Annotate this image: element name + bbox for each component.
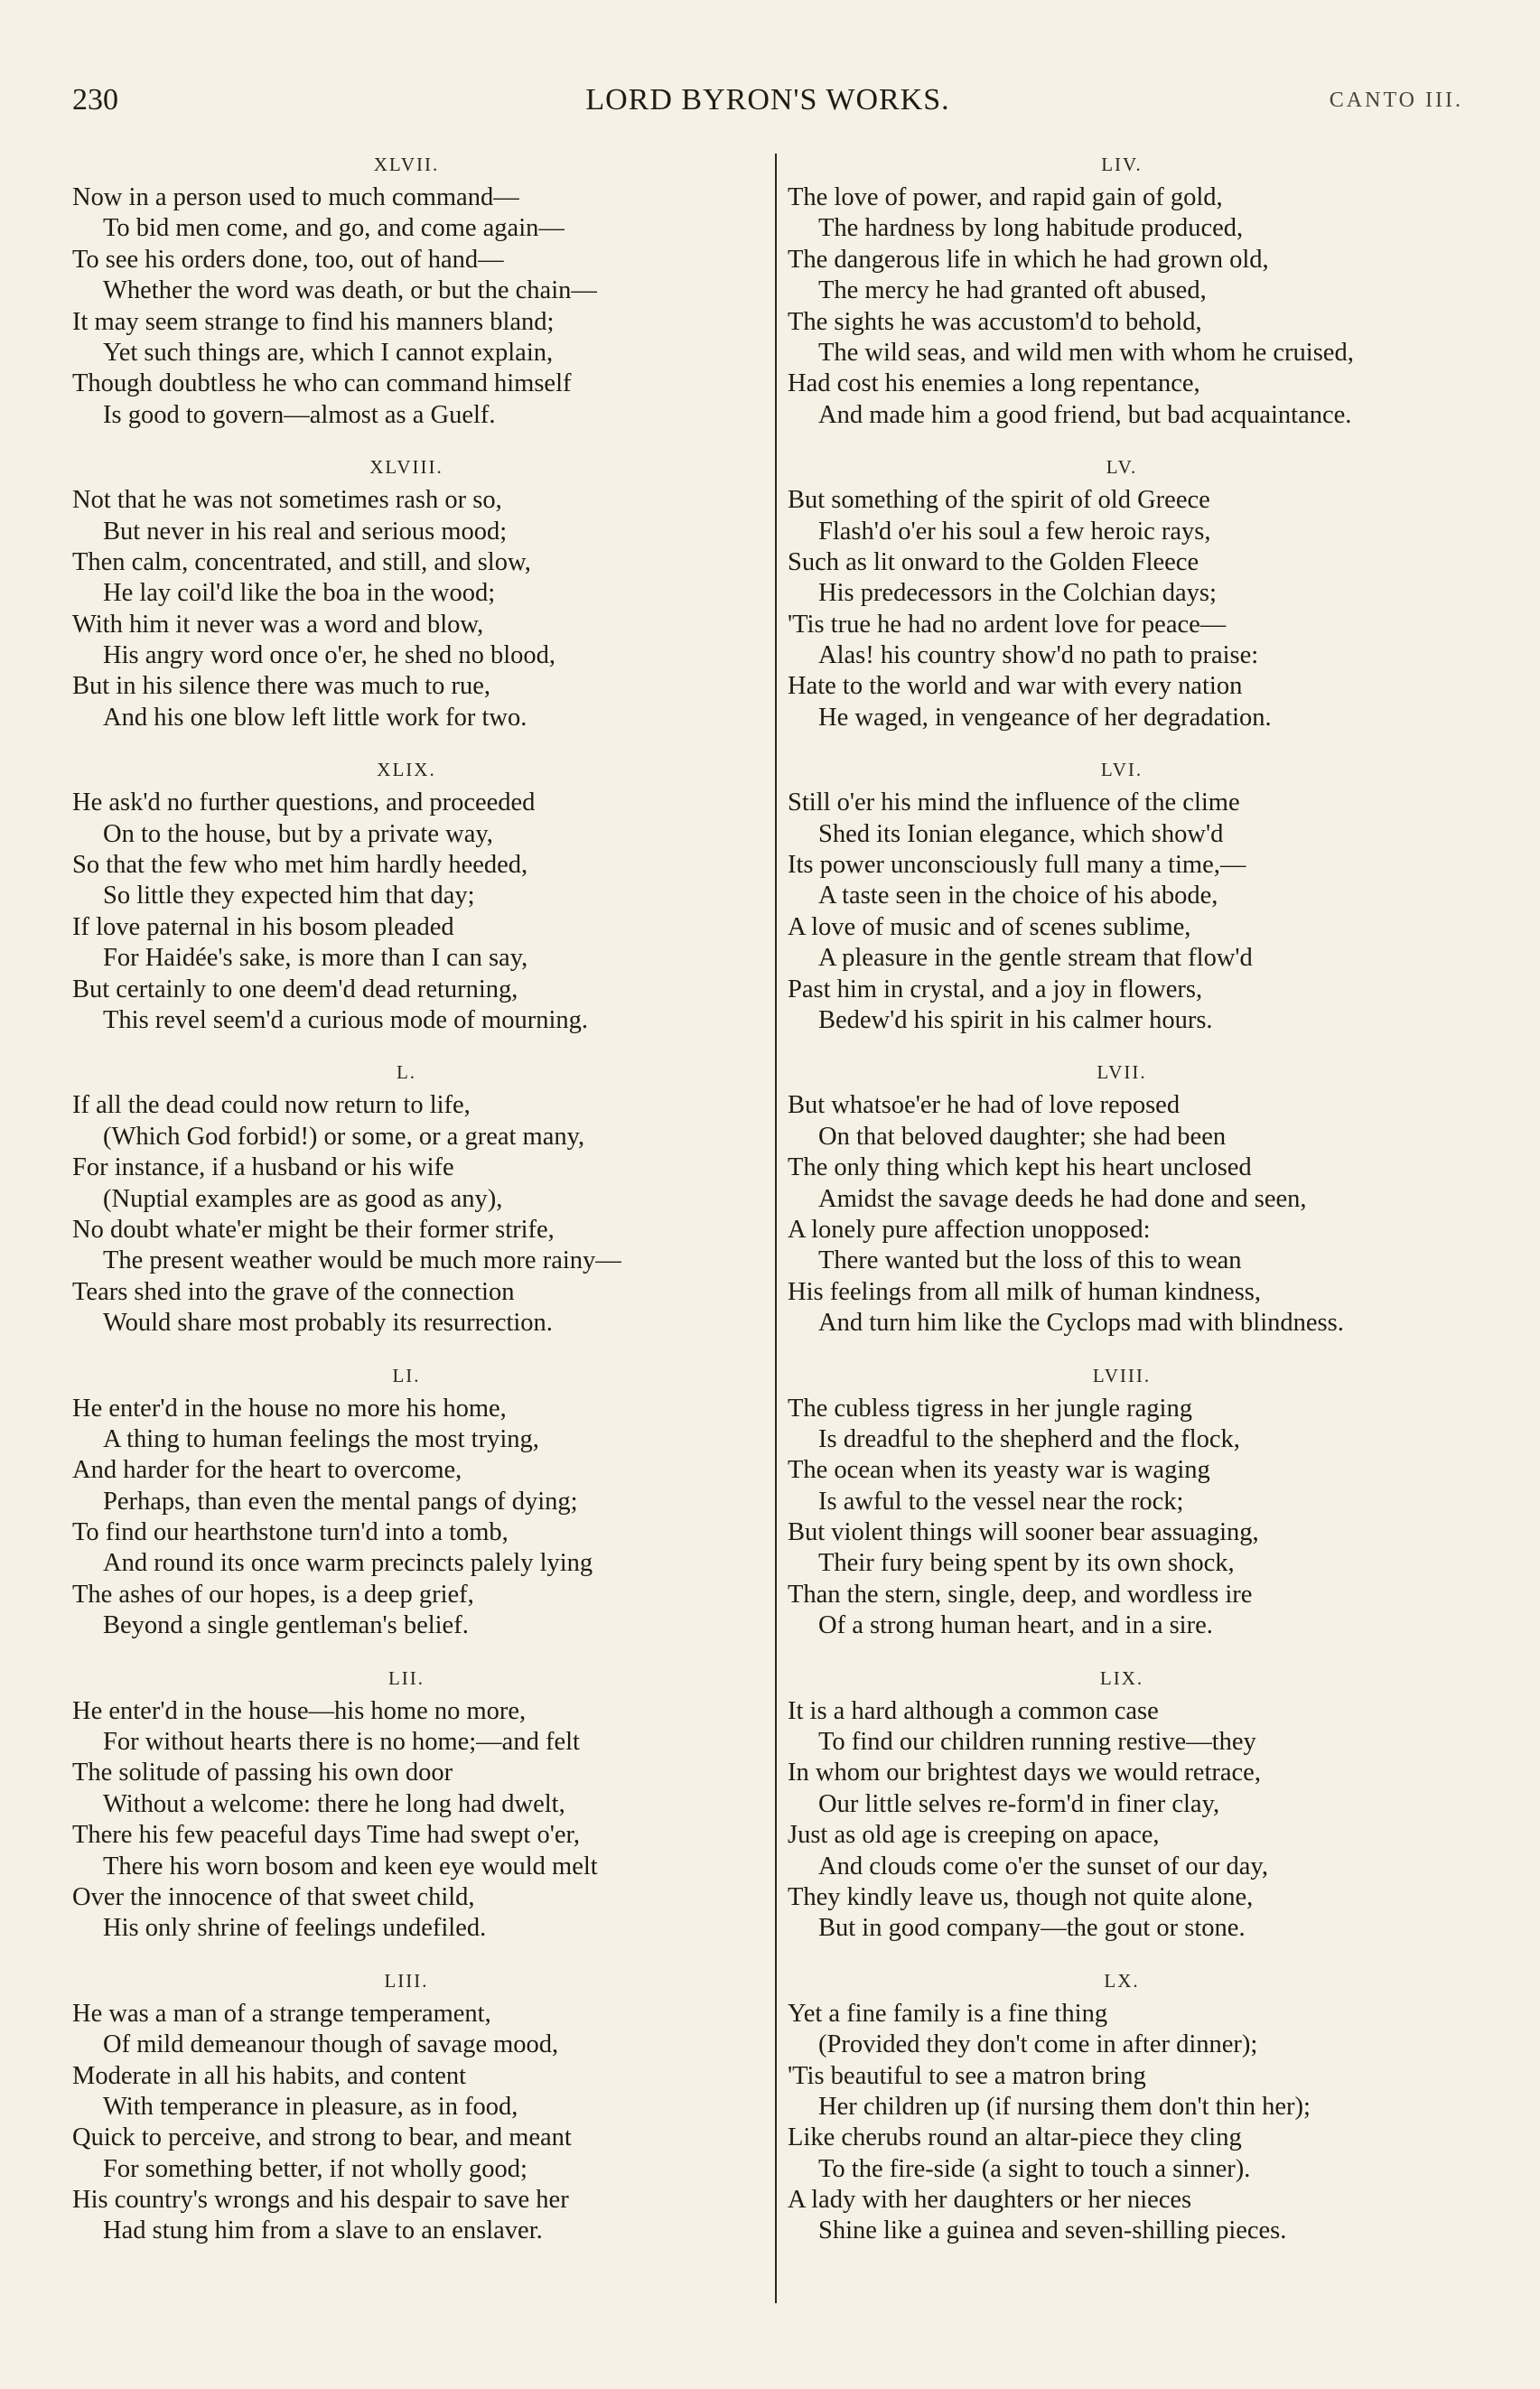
verse-line: But never in his real and serious mood; bbox=[103, 517, 508, 546]
verse-line: Now in a person used to much command— bbox=[72, 183, 519, 211]
stanza-numeral: LIII. bbox=[384, 1969, 429, 1992]
verse-line: (Nuptial examples are as good as any), bbox=[103, 1184, 503, 1213]
verse-line: Is dreadful to the shepherd and the flock, bbox=[818, 1424, 1240, 1453]
verse-line: Yet a fine family is a fine thing bbox=[788, 1999, 1108, 2028]
verse-line: Like cherubs round an altar-piece they cling bbox=[788, 2123, 1242, 2152]
stanza-numeral: LX. bbox=[1104, 1969, 1140, 1992]
verse-line: The mercy he had granted oft abused, bbox=[818, 276, 1207, 305]
verse-line: (Which God forbid!) or some, or a great many, bbox=[103, 1122, 585, 1151]
verse-line: Of a strong human heart, and in a sire. bbox=[818, 1611, 1213, 1640]
verse-line: On that beloved daughter; she had been bbox=[818, 1122, 1227, 1151]
verse-line: 'Tis true he had no ardent love for peace— bbox=[788, 610, 1227, 639]
verse-line: Just as old age is creeping on apace, bbox=[788, 1821, 1160, 1850]
stanza-numeral: LIX. bbox=[1099, 1666, 1144, 1689]
verse-line: And round its once warm precincts palely lying bbox=[103, 1549, 593, 1578]
verse-line: A thing to human feelings the most trying, bbox=[103, 1424, 539, 1453]
stanza-numeral: XLVII. bbox=[373, 154, 440, 175]
verse-line: Is good to govern—almost as a Guelf. bbox=[103, 400, 496, 429]
verse-line: He was a man of a strange temperament, bbox=[72, 1999, 491, 2028]
verse-line: To the fire-side (a sight to touch a sinner). bbox=[818, 2154, 1251, 2183]
stanza bbox=[72, 146, 741, 431]
verse-line: His country's wrongs and his despair to save her bbox=[72, 2186, 569, 2215]
stanza bbox=[788, 1660, 1456, 1945]
verse-line: This revel seem'd a curious mode of mourning. bbox=[103, 1005, 589, 1034]
stanza-numeral: LIV. bbox=[1101, 154, 1143, 175]
verse-line: The present weather would be much more rainy— bbox=[103, 1246, 621, 1275]
verse-line: And turn him like the Cyclops mad with blindness. bbox=[818, 1309, 1344, 1338]
stanza bbox=[72, 1358, 741, 1642]
verse-line: On to the house, but by a private way, bbox=[103, 819, 493, 848]
verse-line: He ask'd no further questions, and proceeded bbox=[72, 789, 536, 817]
verse-line: But certainly to one deem'd dead returning, bbox=[72, 975, 518, 1003]
verse-line: Though doubtless he who can command himself bbox=[72, 369, 572, 398]
verse-line: The only thing which kept his heart unclosed bbox=[788, 1153, 1252, 1182]
stanza-numeral: LI. bbox=[392, 1364, 421, 1386]
stanza-numeral: L. bbox=[396, 1061, 417, 1084]
verse-line: But violent things will sooner bear assuaging, bbox=[788, 1518, 1259, 1547]
verse-line: Of mild demeanour though of savage mood, bbox=[103, 2030, 559, 2059]
verse-line: Flash'd o'er his soul a few heroic rays, bbox=[818, 517, 1211, 546]
verse-line: It is a hard although a common case bbox=[788, 1696, 1159, 1725]
column-divider bbox=[775, 154, 777, 2303]
verse-line: Then calm, concentrated, and still, and slow, bbox=[72, 547, 531, 576]
verse-line: With him it never was a word and blow, bbox=[72, 610, 484, 639]
verse-line: Without a welcome: there he long had dwelt, bbox=[103, 1789, 565, 1818]
running-title: LORD BYRON'S WORKS. bbox=[585, 83, 950, 117]
page-number: 230 bbox=[72, 83, 118, 117]
verse-line: Alas! his country show'd no path to praise: bbox=[818, 641, 1259, 670]
verse-line: Than the stern, single, deep, and wordless ire bbox=[788, 1580, 1253, 1609]
verse-line: 'Tis beautiful to see a matron bring bbox=[788, 2061, 1146, 2090]
verse-line: His only shrine of feelings undefiled. bbox=[103, 1914, 487, 1943]
verse-line: And made him a good friend, but bad acquaintance. bbox=[818, 400, 1352, 429]
verse-line: In whom our brightest days we would retrace, bbox=[788, 1759, 1261, 1787]
stanza bbox=[72, 1963, 741, 2247]
verse-line: Amidst the savage deeds he had done and seen, bbox=[818, 1184, 1307, 1213]
verse-line: Past him in crystal, and a joy in flowers, bbox=[788, 975, 1203, 1003]
verse-line: It may seem strange to find his manners bland; bbox=[72, 307, 555, 336]
verse-line: The cubless tigress in her jungle raging bbox=[788, 1394, 1192, 1423]
verse-line: He enter'd in the house—his home no more, bbox=[72, 1696, 527, 1725]
verse-line: No doubt whate'er might be their former strife, bbox=[72, 1215, 555, 1244]
verse-line: There his worn bosom and keen eye would melt bbox=[103, 1852, 598, 1880]
stanza-numeral: LVI. bbox=[1100, 759, 1143, 781]
stanza bbox=[72, 751, 741, 1036]
stanza bbox=[72, 449, 741, 733]
verse-line: The sights he was accustom'd to behold, bbox=[788, 307, 1202, 336]
stanza-numeral: LII. bbox=[387, 1666, 425, 1689]
verse-line: For Haidée's sake, is more than I can say, bbox=[103, 944, 528, 973]
canto-label: CANTO III. bbox=[1329, 89, 1463, 112]
verse-line: The hardness by long habitude produced, bbox=[818, 214, 1244, 243]
verse-line: Beyond a single gentleman's belief. bbox=[103, 1611, 469, 1640]
verse-line: If all the dead could now return to life, bbox=[72, 1091, 471, 1120]
verse-line: So that the few who met him hardly heeded, bbox=[72, 851, 528, 880]
verse-line: But in his silence there was much to rue, bbox=[72, 672, 491, 701]
verse-line: He waged, in vengeance of her degradation. bbox=[818, 703, 1272, 732]
verse-line: His predecessors in the Colchian days; bbox=[818, 579, 1217, 608]
verse-line: But in good company—the gout or stone. bbox=[818, 1914, 1246, 1943]
verse-line: Moderate in all his habits, and content bbox=[72, 2061, 467, 2090]
stanza-numeral: LV. bbox=[1106, 456, 1138, 479]
verse-line: A pleasure in the gentle stream that flow'd bbox=[818, 944, 1253, 973]
right-column bbox=[788, 146, 1456, 2265]
verse-line: For instance, if a husband or his wife bbox=[72, 1153, 454, 1182]
verse-line: A lonely pure affection unopposed: bbox=[788, 1215, 1151, 1244]
verse-line: To find our hearthstone turn'd into a tomb, bbox=[72, 1518, 509, 1547]
verse-line: Whether the word was death, or but the chain— bbox=[103, 276, 597, 305]
verse-line: Yet such things are, which I cannot explain, bbox=[103, 338, 554, 367]
stanza-numeral: XLIX. bbox=[377, 759, 436, 781]
stanza bbox=[788, 146, 1456, 431]
verse-line: Not that he was not sometimes rash or so, bbox=[72, 486, 502, 515]
verse-line: Its power unconsciously full many a time,— bbox=[788, 851, 1246, 880]
verse-line: But something of the spirit of old Greece bbox=[788, 486, 1210, 515]
verse-line: The wild seas, and wild men with whom he cruised, bbox=[818, 338, 1354, 367]
verse-line: Our little selves re-form'd in finer clay, bbox=[818, 1789, 1220, 1818]
verse-line: The solitude of passing his own door bbox=[72, 1759, 453, 1787]
verse-line: So little they expected him that day; bbox=[103, 882, 475, 910]
verse-line: And his one blow left little work for two. bbox=[103, 703, 527, 732]
stanza bbox=[788, 751, 1456, 1036]
stanza-numeral: LVII. bbox=[1097, 1061, 1147, 1084]
verse-line: A taste seen in the choice of his abode, bbox=[818, 882, 1218, 910]
verse-line: They kindly leave us, though not quite alone, bbox=[788, 1882, 1254, 1911]
verse-line: Would share most probably its resurrection. bbox=[103, 1309, 553, 1338]
stanza bbox=[72, 1660, 741, 1945]
verse-line: And harder for the heart to overcome, bbox=[72, 1456, 462, 1485]
verse-line: Such as lit onward to the Golden Fleece bbox=[788, 547, 1199, 576]
verse-line: For something better, if not wholly good; bbox=[103, 2154, 527, 2183]
stanza bbox=[788, 449, 1456, 733]
verse-line: If love paternal in his bosom pleaded bbox=[72, 912, 454, 941]
verse-line: A lady with her daughters or her nieces bbox=[788, 2186, 1192, 2215]
verse-line: He enter'd in the house no more his home, bbox=[72, 1394, 507, 1423]
stanza bbox=[788, 1963, 1456, 2247]
verse-line: Is awful to the vessel near the rock; bbox=[818, 1487, 1184, 1516]
stanza-numeral: XLVIII. bbox=[369, 456, 443, 479]
verse-line: Tears shed into the grave of the connection bbox=[72, 1277, 515, 1306]
verse-line: Quick to perceive, and strong to bear, and meant bbox=[72, 2123, 572, 2152]
verse-line: And clouds come o'er the sunset of our day, bbox=[818, 1852, 1268, 1880]
verse-line: With temperance in pleasure, as in food, bbox=[103, 2092, 518, 2121]
verse-line: But whatsoe'er he had of love reposed bbox=[788, 1091, 1181, 1120]
verse-line: There his few peaceful days Time had swept o'er, bbox=[72, 1821, 580, 1850]
verse-line: (Provided they don't come in after dinner); bbox=[818, 2030, 1258, 2059]
verse-line: Shed its Ionian elegance, which show'd bbox=[818, 819, 1224, 848]
stanza bbox=[788, 1054, 1456, 1339]
verse-line: There wanted but the loss of this to wean bbox=[818, 1246, 1242, 1275]
verse-line: To find our children running restive—they bbox=[818, 1728, 1256, 1757]
verse-line: Shine like a guinea and seven-shilling pieces. bbox=[818, 2216, 1287, 2245]
verse-line: To bid men come, and go, and come again— bbox=[103, 214, 565, 243]
verse-line: Still o'er his mind the influence of the clime bbox=[788, 789, 1240, 817]
verse-line: For without hearts there is no home;—and felt bbox=[103, 1728, 580, 1757]
verse-line: Her children up (if nursing them don't thin her); bbox=[818, 2092, 1311, 2121]
stanza bbox=[788, 1358, 1456, 1642]
verse-line: A love of music and of scenes sublime, bbox=[788, 912, 1191, 941]
page-header bbox=[72, 83, 1463, 126]
verse-line: The ocean when its yeasty war is waging bbox=[788, 1456, 1210, 1485]
verse-line: He lay coil'd like the boa in the wood; bbox=[103, 579, 496, 608]
stanza bbox=[72, 1054, 741, 1339]
verse-line: Had stung him from a slave to an enslaver. bbox=[103, 2216, 543, 2245]
verse-line: The ashes of our hopes, is a deep grief, bbox=[72, 1580, 474, 1609]
left-column bbox=[72, 146, 741, 2265]
verse-line: Over the innocence of that sweet child, bbox=[72, 1882, 475, 1911]
verse-line: Perhaps, than even the mental pangs of dying; bbox=[103, 1487, 578, 1516]
verse-line: Had cost his enemies a long repentance, bbox=[788, 369, 1200, 398]
verse-line: His angry word once o'er, he shed no blood, bbox=[103, 641, 556, 670]
verse-line: The love of power, and rapid gain of gold, bbox=[788, 183, 1223, 211]
verse-line: His feelings from all milk of human kindness, bbox=[788, 1277, 1262, 1306]
verse-line: Their fury being spent by its own shock, bbox=[818, 1549, 1235, 1578]
verse-line: Hate to the world and war with every nation bbox=[788, 672, 1243, 701]
verse-line: The dangerous life in which he had grown old, bbox=[788, 245, 1269, 274]
verse-line: Bedew'd his spirit in his calmer hours. bbox=[818, 1005, 1213, 1034]
verse-line: To see his orders done, too, out of hand— bbox=[72, 245, 504, 274]
stanza-numeral: LVIII. bbox=[1092, 1364, 1152, 1386]
